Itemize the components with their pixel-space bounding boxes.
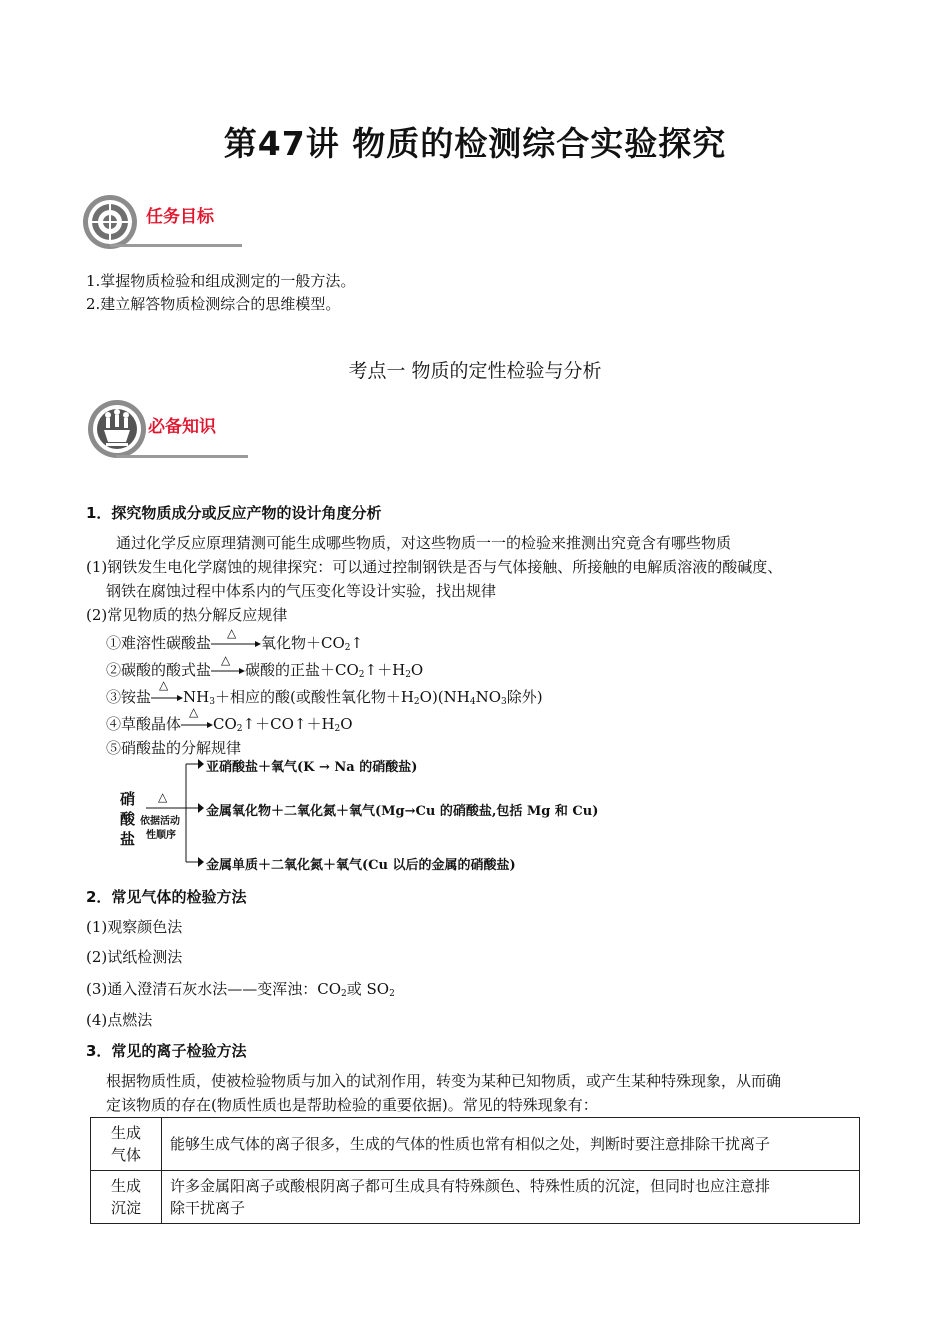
gas-method: (1)观察颜色法	[86, 918, 183, 936]
rule-text: O	[340, 715, 353, 733]
section-header-knowledge	[86, 398, 256, 460]
gas-method: (4)点燃法	[86, 1011, 153, 1029]
paragraph: 钢铁在腐蚀过程中体系内的气压变化等设计实验，找出规律	[106, 582, 497, 600]
rule-text: O)(NH	[419, 688, 470, 706]
value-line: 能够生成气体的离子很多，生成的气体的性质也常有相似之处，判断时要注意排除干扰离子	[170, 1135, 771, 1153]
key-line: 生成	[110, 1177, 141, 1195]
rule-text: 氧化物＋CO	[261, 634, 345, 652]
table-value	[162, 1118, 860, 1171]
goal-item-1: 1.掌握物质检验和组成测定的一般方法。	[86, 272, 356, 290]
delta-symbol: △	[221, 653, 231, 667]
key-line: 气体	[110, 1146, 141, 1164]
section-underline	[110, 244, 242, 247]
subscript: 2	[358, 670, 365, 680]
rule-text: ④草酸晶体	[106, 715, 182, 733]
subscript: 2	[405, 670, 411, 680]
heading-2: 2．常见气体的检验方法	[86, 888, 247, 906]
rule-text: ③铵盐	[106, 688, 152, 706]
table-row	[91, 1171, 860, 1224]
subscript: 2	[236, 724, 243, 734]
section-underline	[116, 455, 248, 458]
diagram-left: 酸	[120, 810, 136, 828]
key-line: 生成	[110, 1124, 141, 1142]
subscript: 2	[341, 989, 347, 999]
heading-1: 1．探究物质成分或反应产物的设计角度分析	[86, 504, 382, 522]
kaodian-heading: 考点一 物质的定性检验与分析	[348, 360, 602, 382]
heat-arrow	[211, 653, 245, 679]
target-icon	[80, 192, 142, 252]
section-header-task-goal	[80, 192, 250, 252]
rule-3	[106, 678, 543, 713]
diagram-left: 盐	[120, 830, 136, 848]
nitrate-diagram	[116, 756, 656, 872]
table-key	[91, 1118, 162, 1171]
subscript: 2	[344, 643, 351, 653]
diagram-branch-2: 金属氧化物＋二氧化氮＋氧气(Mg→Cu 的硝酸盐,包括 Mg 和 Cu)	[206, 804, 599, 819]
delta-symbol: △	[158, 790, 168, 804]
diagram-condition: 性顺序	[146, 830, 176, 841]
gas-method	[86, 978, 395, 1005]
rule-text: ＋相应的酸(或酸性氧化物＋H	[214, 688, 414, 706]
rule-text: CO	[213, 715, 237, 733]
paragraph: 通过化学反应原理猜测可能生成哪些物质，对这些物质一一的检验来推测出究竟含有哪些物质	[116, 534, 732, 552]
rule-text: O	[410, 661, 424, 679]
paragraph: 根据物质性质，使被检验物质与加入的试剂作用，转变为某种已知物质，或产生某种特殊现象，从而确	[106, 1072, 782, 1090]
rule-2	[106, 653, 424, 686]
rule-5: ⑤硝酸盐的分解规律	[106, 739, 242, 757]
paragraph: (1)钢铁发生电化学腐蚀的规律探究：可以通过控制钢铁是否与气体接触、所接触的电解质溶液的酸碱度、	[86, 558, 783, 576]
rule-1	[106, 626, 364, 659]
delta-symbol: △	[159, 678, 169, 692]
delta-symbol: △	[227, 626, 237, 640]
paragraph: (2)常见物质的热分解反应规律	[86, 606, 288, 624]
rule-text: ↑＋H	[364, 661, 406, 679]
diagram-left: 硝	[120, 790, 136, 808]
chess-pieces-icon	[86, 398, 148, 460]
gas-text: 或 SO	[346, 980, 390, 998]
subscript: 4	[469, 697, 476, 707]
gas-text: (3)通入澄清石灰水法——变浑浊：CO	[86, 980, 342, 998]
rule-text: NH	[183, 688, 210, 706]
rule-text: 碳酸的正盐＋CO	[245, 661, 359, 679]
subscript: 2	[389, 989, 395, 999]
diagram-condition: 依据活动	[140, 816, 180, 827]
table-row	[91, 1118, 860, 1171]
subscript: 3	[501, 697, 507, 707]
ion-test-table	[90, 1117, 860, 1224]
value-line: 许多金属阳离子或酸根阴离子都可生成具有特殊颜色、特殊性质的沉淀，但同时也应注意排	[170, 1177, 771, 1195]
rule-text: ↑＋CO↑＋H	[242, 715, 335, 733]
rule-4	[106, 705, 353, 740]
key-line: 沉淀	[110, 1199, 141, 1217]
heat-arrow	[211, 626, 261, 652]
rule-text: NO	[475, 688, 502, 706]
heading-3: 3．常见的离子检验方法	[86, 1042, 247, 1060]
value-line: 除干扰离子	[170, 1199, 246, 1217]
table-value	[162, 1171, 860, 1224]
diagram-branch-1: 亚硝酸盐＋氧气(K → Na 的硝酸盐)	[206, 760, 418, 775]
table-key	[91, 1171, 162, 1224]
subscript: 3	[209, 697, 215, 707]
rule-text: ②碳酸的酸式盐	[106, 661, 212, 679]
rule-text: ①难溶性碳酸盐	[106, 634, 212, 652]
rule-text: ↑	[350, 634, 364, 652]
subscript: 2	[413, 697, 420, 707]
rule-text: 除外)	[506, 688, 543, 706]
delta-symbol: △	[189, 705, 199, 719]
heat-arrow	[181, 705, 213, 733]
subscript: 2	[334, 724, 341, 734]
section-label: 必备知识	[148, 417, 216, 437]
paragraph: 定该物质的存在(物质性质也是帮助检验的重要依据)。常见的特殊现象有：	[106, 1096, 598, 1114]
diagram-branch-3: 金属单质＋二氧化氮＋氧气(Cu 以后的金属的硝酸盐)	[206, 858, 516, 873]
gas-method: (2)试纸检测法	[86, 948, 183, 966]
goal-item-2: 2.建立解答物质检测综合的思维模型。	[86, 295, 341, 313]
heat-arrow	[151, 678, 183, 706]
section-label: 任务目标	[146, 207, 214, 227]
page-title: 第47讲 物质的检测综合实验探究	[223, 124, 727, 163]
